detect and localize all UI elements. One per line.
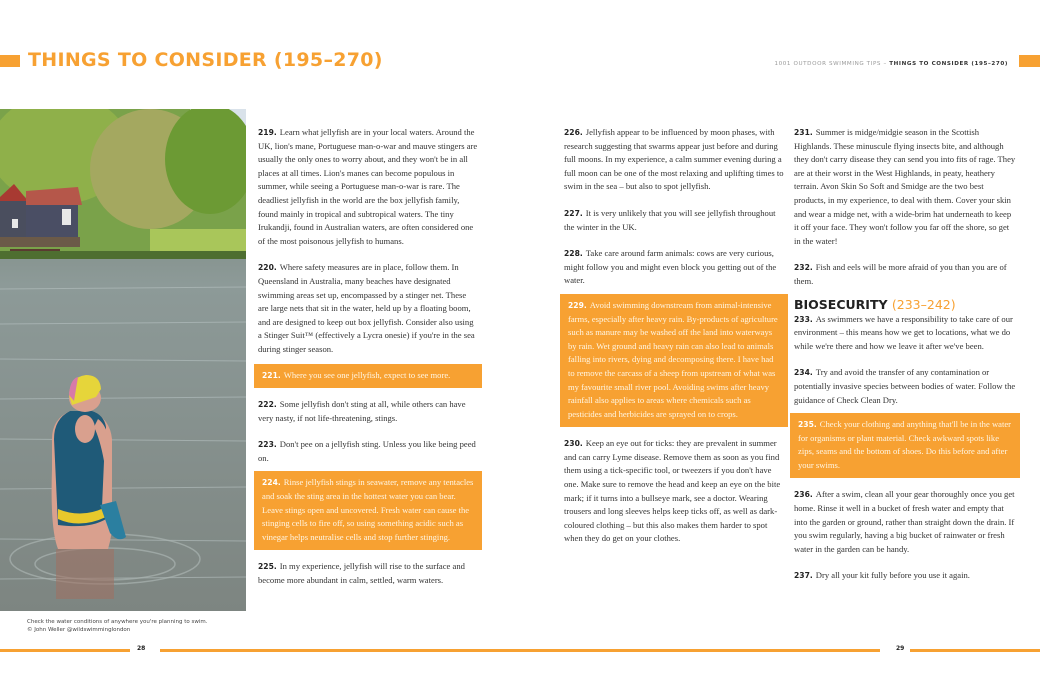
running-head-book: 1001 OUTDOOR SWIMMING TIPS – <box>774 61 890 67</box>
running-head <box>774 61 1008 67</box>
footer-rule-middle <box>160 649 880 652</box>
tip-text: Take care around farm animals: cows are very curious, might follow you and might even block you getting out of the water. <box>564 248 777 286</box>
tip-223 <box>258 438 478 465</box>
tip-230 <box>564 437 784 546</box>
tip-232 <box>794 261 1016 288</box>
tip-224-highlight <box>254 471 482 550</box>
tip-text: Avoid swimming downstream from animal-intensive farms, especially after heavy rain. By-products of agriculture such as manure may be washed off the land into waterways by rain. Wet ground and heavy rain can also lead to animals falling into rivers, dying and decomposing there. I have had to remove the carcass of a sheep from upstream of what was my favourite small river pool. Avoiding swims after heavy rainfall also applies to areas where chemicals such as pesticides and herbicides are sprayed on to crops. <box>568 299 778 419</box>
tip-text: After a swim, clean all your gear thoroughly once you get home. Rinse it well in a bucket of fresh water and empty that into the garden or ground, rather than straight down the drain. If you swim regularly, having a big bucket of rainwater or fresh water in the garden can be handy. <box>794 489 1015 554</box>
tip-number: 225. <box>258 562 277 572</box>
page-number-left: 28 <box>137 645 146 652</box>
tip-225 <box>258 560 478 587</box>
tip-221-highlight <box>254 364 482 389</box>
tip-228 <box>564 247 784 288</box>
tip-number: 232. <box>794 263 813 273</box>
tip-text: It is very unlikely that you will see jellyfish throughout the winter in the UK. <box>564 207 776 232</box>
tip-number: 223. <box>258 440 277 450</box>
tip-number: 226. <box>564 128 583 137</box>
tip-number: 234. <box>794 368 813 378</box>
tip-text: Keep an eye out for ticks: they are prevalent in summer and can carry Lyme disease. Remove them as soon as you find them using a tick-specific tool, or tweezers if you don't have one. Make sure to remove the head and keep an eye on the bite mark; if it turns into a bullseye mark, see a doctor. Wearing trousers and long sleeves helps keep ticks off, as well as dark-coloured clothing – but this also makes them harder to spot when they do get on your clothes. <box>564 438 781 544</box>
footer-rule-left-a <box>0 649 130 652</box>
caption-text: Check the water conditions of anywhere you're planning to swim. <box>27 619 208 625</box>
tip-235-highlight <box>790 413 1020 478</box>
tip-number: 233. <box>794 314 813 324</box>
tip-text: Don't pee on a jellyfish sting. Unless you like being peed on. <box>258 439 476 463</box>
tip-text: Check your clothing and anything that'll be in the water for organisms or plant material. Check awkward spots like zips, seams and the bottom of shoes. Do this before and after your swims. <box>798 419 1012 470</box>
tip-text: Fish and eels will be more afraid of you than you are of them. <box>794 262 1007 286</box>
running-head-section: THINGS TO CONSIDER (195–270) <box>889 61 1008 67</box>
tip-number: 231. <box>794 128 813 137</box>
tip-231 <box>794 126 1016 248</box>
tip-text: Jellyfish appear to be influenced by moon phases, with research suggesting that swarms appear just before and during full moons. In my experience, a calm summer evening during a full moon can be one of the most relaxing and uplifting times to swim in the sea – but also to spot jellyfish. <box>564 127 784 192</box>
tip-number: 227. <box>564 208 583 218</box>
tip-number: 222. <box>258 400 277 410</box>
tip-233 <box>794 313 1016 354</box>
tip-number: 235. <box>798 420 817 430</box>
header-accent-bar-left <box>0 55 20 67</box>
chapter-title: THINGS TO CONSIDER (195–270) <box>28 49 383 71</box>
page-number-right: 29 <box>896 645 905 652</box>
tip-number: 221. <box>262 370 281 380</box>
text-column-2 <box>564 126 784 559</box>
swimmer-photo <box>0 109 246 611</box>
tip-227 <box>564 207 784 234</box>
tip-number: 228. <box>564 249 583 259</box>
tip-220 <box>258 261 478 356</box>
tip-text: Rinse jellyfish stings in seawater, remove any tentacles and soak the sting area in the hottest water you can bear. Leave stings open and uncovered. Fresh water can cause the stinging cells to fire off, so using something acidic such as vinegar helps neutralise cells and stop further stinging. <box>262 477 474 542</box>
text-column-3 <box>794 126 1016 596</box>
header-accent-bar-right <box>1019 55 1040 67</box>
tip-text: Where you see one jellyfish, expect to see more. <box>283 369 451 380</box>
tip-number: 230. <box>564 439 583 449</box>
tip-text: Learn what jellyfish are in your local waters. Around the UK, lion's mane, Portuguese man-o-war and mauve stingers are usually the only ones to worry about, and they won't be in all places at all times. Lion's manes can become populous in summer, while seeing a Portuguese man-o-war is rare. The deadliest jellyfish in the world are the box jellyfish family, found mainly in tropical and subtropical waters. The tiny Irukandji, found in Australian waters, are often considered one of the most poisonous jellyfish to humans. <box>258 127 478 246</box>
tip-text: Try and avoid the transfer of any contamination or potentially invasive species between bodies of water. Follow the guidance of Check Clean Dry. <box>794 367 1016 405</box>
caption-credit: © John Weller @wildswimminglondon <box>27 626 131 633</box>
photo-caption <box>27 619 207 634</box>
tip-237 <box>794 569 1016 583</box>
tip-text: As swimmers we have a responsibility to take care of our environment – this means how we get to locations, what we do while we're there and how we leave it after we've been. <box>794 313 1013 351</box>
tip-number: 237. <box>794 571 813 581</box>
text-column-1 <box>258 126 478 601</box>
tip-236 <box>794 488 1016 556</box>
tip-text: Where safety measures are in place, follow them. In Queensland in Australia, many beaches have designated swimming areas set up, encompassed by a stinger net. These are large nets that sit in the water, held up by a floating boom, and are designed to keep out box jellyfish. Consider also using a Stinger Suit™ (effectively a Lycra onesie) if you're in the sea during stinger season. <box>258 262 475 354</box>
tip-234 <box>794 366 1016 407</box>
tip-number: 219. <box>258 128 277 137</box>
section-range: (233–242) <box>891 296 956 312</box>
tip-number: 224. <box>262 478 281 488</box>
tip-text: Dry all your kit fully before you use it again. <box>815 570 970 581</box>
section-title: BIOSECURITY <box>794 296 888 312</box>
tip-text: Some jellyfish don't sting at all, while others can have very nasty, if not life-threatening, stings. <box>258 399 466 423</box>
tip-number: 229. <box>568 300 587 310</box>
tip-229-highlight <box>560 294 788 427</box>
footer-rule-right <box>910 649 1040 652</box>
tip-222 <box>258 398 478 425</box>
photo-illustration <box>0 109 246 611</box>
tip-text: Summer is midge/midgie season in the Scottish Highlands. These minuscule flying insects bite, and although they don't carry disease they can send you into fits of rage. They are at their worst in the West Highlands, in peaty, heathery terrain. Avon Skin So Soft and Smidge are the two best products, in my experience, to deal with them. Cover your skin and wear a midge net, with a wide-brim hat underneath to keep it off your face. They won't follow you far off the shore, so get in the water! <box>794 127 1016 246</box>
tip-219 <box>258 126 478 248</box>
tip-number: 220. <box>258 263 277 273</box>
tip-226 <box>564 126 784 194</box>
section-heading-biosecurity <box>794 297 1016 313</box>
tip-text: In my experience, jellyfish will rise to the surface and become more abundant in calm, settled, warm waters. <box>258 561 465 586</box>
tip-number: 236. <box>794 490 813 500</box>
